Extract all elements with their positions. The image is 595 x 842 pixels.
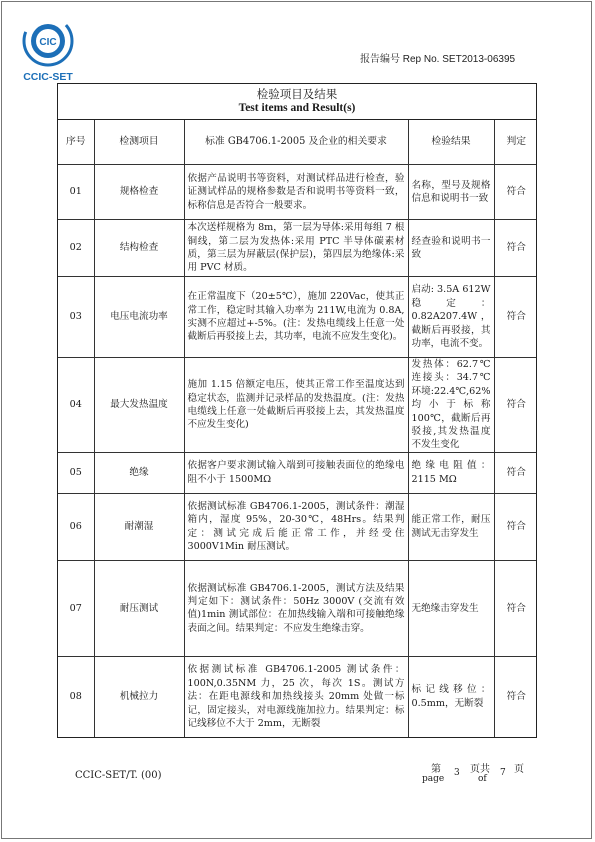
row-result: 发热体：62.7℃ 连接头：34.7℃ 环境:22.4℃,62% 均小于标称 100℃，截断后再驳接,其发热温度不发生变化	[408, 358, 494, 453]
header-item: 检测项目	[94, 120, 184, 165]
table-row	[58, 358, 537, 453]
page-label-cn-1: 第	[431, 764, 441, 775]
row-item: 结构检查	[94, 220, 184, 277]
row-item: 电压电流功率	[94, 277, 184, 358]
logo-brand: CCIC-SET	[23, 71, 73, 83]
row-result: 绝缘电阻值：2115 MΩ	[408, 452, 494, 493]
header-requirement: 标准 GB4706.1-2005 及企业的相关要求	[184, 120, 408, 165]
row-item: 机械拉力	[94, 656, 184, 737]
page-label-cn-3: 页	[514, 764, 524, 775]
table-title-en: Test items and Result(s)	[238, 102, 356, 114]
row-result: 标记线移位：0.5mm，无断裂	[408, 656, 494, 737]
row-no: 05	[58, 452, 94, 493]
row-item: 绝缘	[94, 452, 184, 493]
row-requirement: 依据测试标准 GB4706.1-2005，测试条件：潮湿箱内，湿度 95%，20-30℃，48Hrs。结果判定：测试完成后能正常工作，并经受住 3000V1Min 耐压测试。	[184, 493, 408, 560]
row-no: 04	[58, 358, 94, 453]
row-requirement: 依据客户要求测试输入端到可接触表面位的绝缘电阻不小于 1500MΩ	[184, 452, 408, 493]
logo-text: CIC	[39, 37, 57, 48]
row-item: 耐压测试	[94, 560, 184, 656]
row-requirement: 依据产品说明书等资料，对测试样品进行检查，验证测试样品的规格参数是否和说明书等资料一致，标称信息是否符合一般要求。	[184, 165, 408, 220]
table-row	[58, 656, 537, 737]
row-verdict: 符合	[494, 165, 537, 220]
page-current: 3	[454, 768, 460, 778]
table-row	[58, 165, 537, 220]
row-verdict: 符合	[494, 656, 537, 737]
table-row	[58, 493, 537, 560]
row-verdict: 符合	[494, 358, 537, 453]
row-verdict: 符合	[494, 493, 537, 560]
header-no: 序号	[58, 120, 94, 165]
table-header-row	[58, 120, 537, 165]
row-requirement: 在正常温度下（20±5℃），施加 220Vac，使其正常工作，稳定时其输入功率为 211W,电流为 0.8A,实测不应超过+-5%。(注：发热电缆线上任意一处截断后再驳接上去，其功率，电流不应发生变化)。	[184, 277, 408, 358]
header-result: 检验结果	[408, 120, 494, 165]
row-no: 06	[58, 493, 94, 560]
page-label-en-2: of	[478, 774, 487, 784]
ccic-logo	[18, 14, 78, 86]
table-title-cn: 检验项目及结果	[256, 87, 338, 101]
row-no: 01	[58, 165, 94, 220]
report-number: 报告编号 Rep No. SET2013-06395	[360, 54, 516, 65]
row-no: 07	[58, 560, 94, 656]
row-requirement: 依据测试标准 GB4706.1-2005，测试方法及结果判定如下：测试条件：50Hz 3000V (交流有效值)1min 测试部位：在加热线输入端和可接触绝缘表面之间。结果判定：不应发生绝缘击穿。	[184, 560, 408, 656]
results-table-frame	[57, 83, 537, 738]
table-row	[58, 452, 537, 493]
row-verdict: 符合	[494, 277, 537, 358]
table-row	[58, 220, 537, 277]
row-no: 08	[58, 656, 94, 737]
row-result: 经查验和说明书一致	[408, 220, 494, 277]
row-requirement: 依据测试标准 GB4706.1-2005 测试条件：100N,0.35NM 力，25 次，每次 1S。测试方法：在距电源线和加热线接头 20mm 处做一标记，固定接头，对电源线施加拉力。结果判定：标记线移位不大于 2mm，无断裂	[184, 656, 408, 737]
header-verdict: 判定	[494, 120, 537, 165]
results-table	[58, 120, 537, 738]
row-verdict: 符合	[494, 560, 537, 656]
row-verdict: 符合	[494, 220, 537, 277]
table-row	[58, 560, 537, 656]
row-result: 名称，型号及规格信息和说明书一致	[408, 165, 494, 220]
row-item: 耐潮湿	[94, 493, 184, 560]
ccic-logo-icon	[18, 14, 78, 86]
row-item: 规格检查	[94, 165, 184, 220]
form-number: CCIC-SET/T. (00)	[75, 770, 162, 781]
row-requirement: 施加 1.15 倍额定电压，使其正常工作至温度达到稳定状态，监测并记录样品的发热温度。(注：发热电缆线上任意一处截断后再驳接上去，其发热温度不应发生变化)	[184, 358, 408, 453]
row-no: 02	[58, 220, 94, 277]
row-result: 启动: 3.5A 612W 稳定：0.82A207.4W，截断后再驳接，其功率，电流不变。	[408, 277, 494, 358]
table-title	[58, 84, 536, 120]
row-no: 03	[58, 277, 94, 358]
row-result: 能正常工作，耐压测试无击穿发生	[408, 493, 494, 560]
page-label-en-1: page	[422, 774, 445, 784]
table-row	[58, 277, 537, 358]
row-verdict: 符合	[494, 452, 537, 493]
row-requirement: 本次送样规格为 8m，第一层为导体:采用每组 7 根铜线，第二层为发热体:采用 PTC 半导体碳素材质，第三层为屏蔽层(保护层)，第四层为绝缘体:采用 PVC 材质。	[184, 220, 408, 277]
page-label-cn-2: 页共	[470, 764, 490, 775]
row-result: 无绝缘击穿发生	[408, 560, 494, 656]
page-total: 7	[500, 768, 506, 778]
row-item: 最大发热温度	[94, 358, 184, 453]
